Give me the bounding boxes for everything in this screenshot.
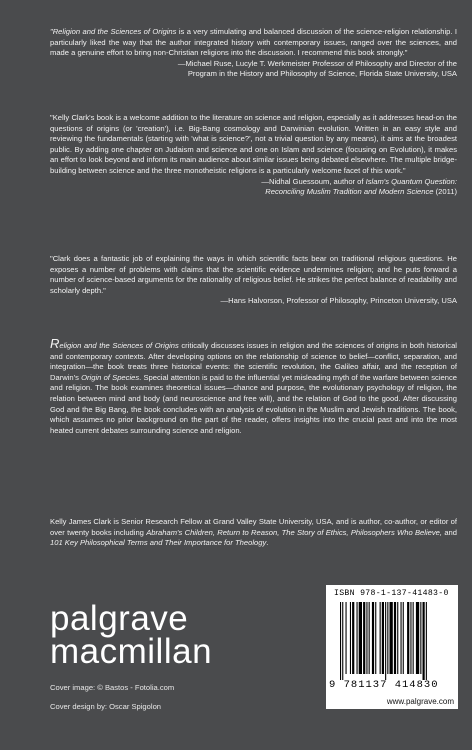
cover-image-credit: Cover image: © Bastos - Fotolia.com: [50, 683, 175, 692]
endorsement-guessoum: [50, 113, 457, 198]
barcode-bar: [403, 602, 404, 674]
barcode-icon: [340, 602, 446, 680]
endorsement-attribution: —Nidhal Guessoum, author of Islam's Quantum Question: Reconciling Muslim Tradition and Modern Science (2011): [261, 176, 457, 197]
endorsement-attribution: —Hans Halvorson, Professor of Philosophy, Princeton University, USA: [220, 296, 457, 306]
barcode-bar: [380, 602, 381, 674]
endorsement-text: "Clark does a fantastic job of explaining the ways in which scientific facts bear on traditional religious questions. He exposes a number of problems with claims that the scientific evidence undermines religion; and he puts forward a number of science-based arguments for the rationality of religious belief. He strikes the perfect balance of readability and scholarly depth.": [50, 254, 457, 295]
barcode-bar: [359, 602, 362, 674]
barcode-bar: [382, 602, 384, 674]
barcode-bar: [372, 602, 374, 674]
barcode-bar: [375, 602, 376, 674]
barcode-bar: [410, 602, 411, 674]
barcode-digits: 9 781137 414830: [329, 679, 439, 691]
barcode-bar: [416, 602, 419, 674]
barcode-bar: [363, 602, 365, 674]
barcode-bar: [426, 602, 427, 680]
barcode-panel: [326, 585, 458, 709]
barcode-bar: [413, 602, 414, 674]
barcode-bar: [350, 602, 351, 674]
barcode-bar: [357, 602, 358, 674]
barcode-bar: [369, 602, 370, 674]
barcode-bar: [407, 602, 409, 674]
barcode-bar: [352, 602, 354, 674]
barcode-bar: [387, 602, 388, 674]
barcode-bar: [401, 602, 402, 674]
barcode-bar: [390, 602, 393, 674]
endorsement-halvorson: [50, 254, 457, 307]
endorsement-text: "Kelly Clark's book is a welcome addition to the literature on science and religion, especially as it addresses head-on the questions of origins (or 'creation'), i.e. Big-Bang cosmology and Darwinian evolution. Written in an easy style and reviewing the fundamentals (starting with 'what is science?', not a trivial question by any means), it aims at the broadest public. By adding one chapter on Judaism and science and one on Islam and science (focusing on Evolution), it makes an effort to look beyond and inform its main audience about similar issues being debated elsewhere. The multiple bridge-building between science and the three monotheistic religions is a particularly welcome facet of this work.": [50, 113, 457, 175]
barcode-bar: [342, 602, 343, 680]
endorsement-ruse: [50, 27, 457, 80]
barcode-bar: [340, 602, 341, 680]
barcode-bar: [420, 602, 421, 674]
author-bio: Kelly James Clark is Senior Research Fellow at Grand Valley State University, USA, and is author, co-author, or editor of over twenty books including Abraham's Children, Return to Reason, The Story of Ethics, Philosophers Who Believe, and 101 Key Philosophical Terms and Their Importance for Theology.: [50, 517, 458, 548]
cover-design-credit: Cover design by: Oscar Spigolon: [50, 702, 162, 711]
barcode-bar: [397, 602, 398, 674]
endorsement-attribution: —Michael Ruse, Lucyle T. Werkmeister Professor of Philosophy and Director of the Program in the History and Philosophy of Science, Florida State University, USA: [177, 58, 457, 79]
book-description: Religion and the Sciences of Origins critically discusses issues in religion and the sciences of origins in both historical and contemporary contexts. After developing options on the relationship of science to belief—conflict, separation, and integration—the book treats three historical events: the scientific revolution, the Galileo affair, and the reception of Darwin's Origin of Species. Special attention is paid to the influential yet misleading myth of the warfare between science and religion. The book examines theoretical issues—chance and purpose, the evolutionary psychology of religion, the relation between mind and body (and neuroscience and free will), and the relation of God to the good. After discussing God and the Big Bang, the book concludes with an analysis of evolution in the Muslim and Jewish traditions. The book, which assumes no prior background on the part of the reader, offers insights into the crucial past and into the most heated current debates surrounding science and religion.: [50, 336, 457, 435]
barcode-bar: [423, 602, 425, 680]
endorsement-text: "Religion and the Sciences of Origins is a very stimulating and balanced discussion of the science-religion relationship. I particularly liked the way that the author integrated history with contemporary issues, ranged over the sciences, and made a genuine effort to bring non-Christian religions into the discussion. I recommend this book strongly.": [50, 27, 457, 58]
drop-cap: R: [50, 336, 60, 351]
barcode-bar: [385, 602, 386, 680]
publisher-url: www.palgrave.com: [326, 696, 458, 709]
barcode-bar: [394, 602, 396, 674]
isbn-label: ISBN 978-1-137-41483-0: [334, 589, 449, 598]
publisher-logo: palgrave macmillan: [50, 599, 213, 671]
barcode-bar: [366, 602, 367, 674]
barcode-bar: [346, 602, 347, 674]
